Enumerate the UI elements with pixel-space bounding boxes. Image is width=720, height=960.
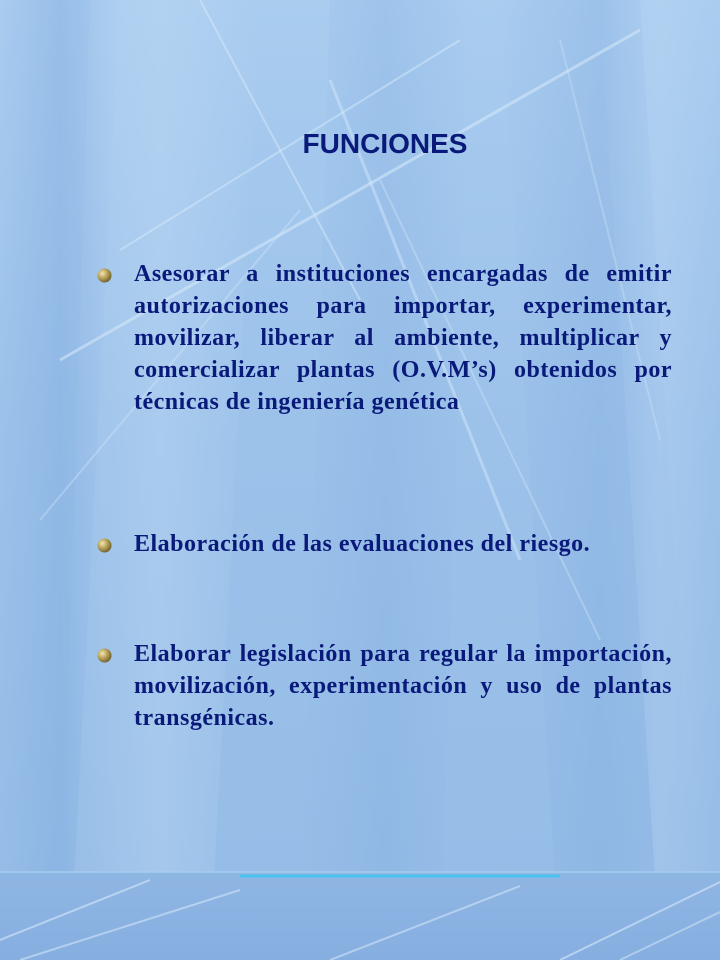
bottom-band	[0, 872, 720, 960]
bullet-sphere-icon	[97, 268, 112, 283]
bullet-sphere-icon	[97, 648, 112, 663]
bullet-sphere-icon	[97, 538, 112, 553]
bullet-text: Asesorar a instituciones encargadas de emitir autorizaciones para importar, experimentar, movilizar, liberar al ambiente, multiplicar y comercializar plantas (O.V.M’s) obtenidos por técnicas de ingeniería genética	[134, 261, 672, 415]
bullet-text: Elaborar legislación para regular la importación, movilización, experimentación y uso de plantas transgénicas.	[134, 641, 672, 731]
bullet-text: Elaboración de las evaluaciones del riesgo.	[134, 531, 591, 557]
slide-title: FUNCIONES	[302, 128, 468, 159]
